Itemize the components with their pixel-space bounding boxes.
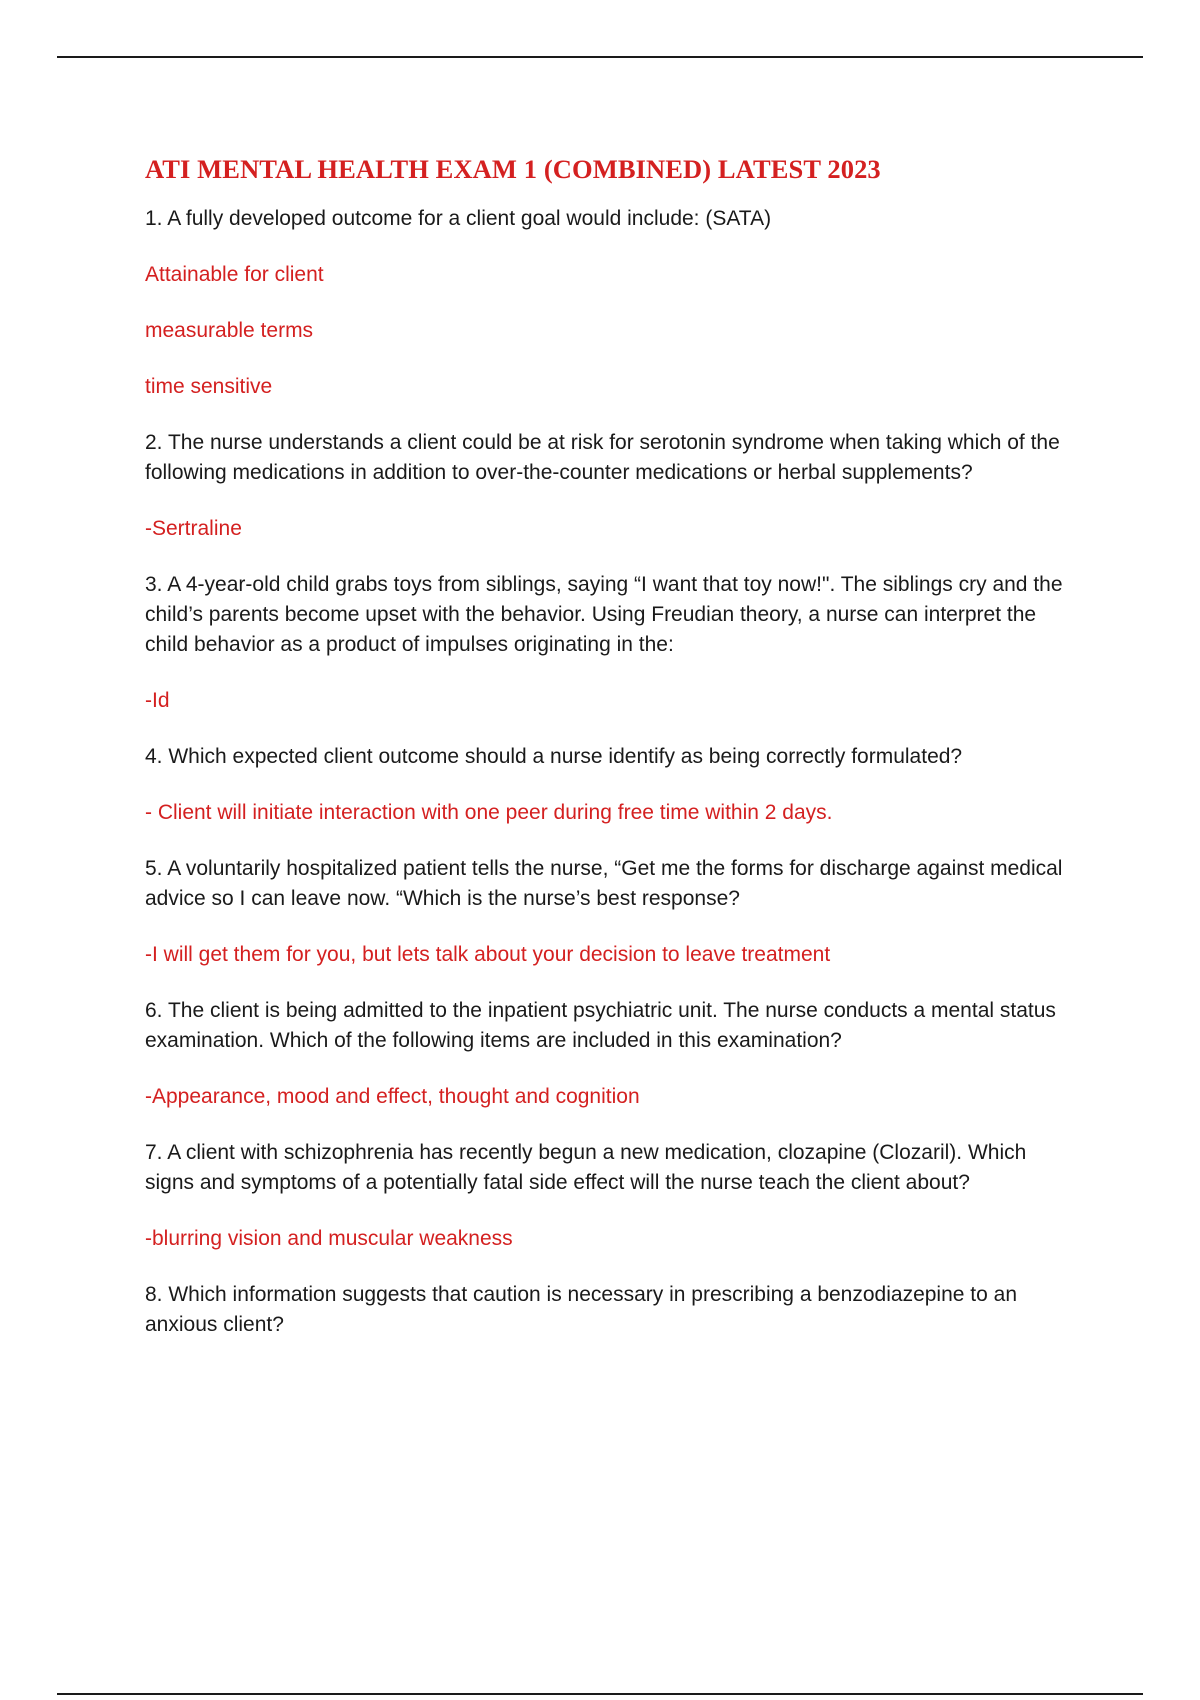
- qa-item-7: [145, 1138, 1065, 1254]
- qa-item-1: [145, 204, 1065, 402]
- qa-item-6: [145, 996, 1065, 1112]
- question-7: 7. A client with schizophrenia has recently begun a new medication, clozapine (Clozaril). Which signs and symptoms of a potentially fatal side effect will the nurse teach the client about?: [145, 1141, 1027, 1194]
- answer-1c: time sensitive: [145, 375, 273, 398]
- answer-1b: measurable terms: [145, 319, 314, 342]
- question-6: 6. The client is being admitted to the inpatient psychiatric unit. The nurse conducts a mental status examination. Which of the following items are included in this examination?: [145, 999, 1056, 1052]
- qa-item-3: [145, 570, 1065, 716]
- qa-item-5: [145, 854, 1065, 970]
- question-5: 5. A voluntarily hospitalized patient tells the nurse, “Get me the forms for discharge against medical advice so I can leave now. “Which is the nurse’s best response?: [145, 857, 1063, 910]
- qa-item-4: [145, 742, 1065, 828]
- answer-5: -I will get them for you, but lets talk about your decision to leave treatment: [145, 943, 831, 966]
- top-rule: [57, 56, 1143, 58]
- question-3: 3. A 4-year-old child grabs toys from siblings, saying “I want that toy now!". The siblings cry and the child’s parents become upset with the behavior. Using Freudian theory, a nurse can interpret the child behavior as a product of impulses originating in the:: [145, 573, 1063, 656]
- qa-item-2: [145, 428, 1065, 544]
- document-body: [145, 150, 1065, 1366]
- document-title: ATI MENTAL HEALTH EXAM 1 (COMBINED) LATEST 2023: [145, 154, 881, 184]
- question-1: 1. A fully developed outcome for a client goal would include: (SATA): [145, 207, 772, 230]
- answer-2: -Sertraline: [145, 517, 242, 540]
- question-2: 2. The nurse understands a client could be at risk for serotonin syndrome when taking which of the following medications in addition to over-the-counter medications or herbal supplements?: [145, 431, 1060, 484]
- answer-3: -Id: [145, 689, 170, 712]
- bottom-rule: [57, 1693, 1143, 1695]
- qa-item-8: [145, 1280, 1065, 1340]
- answer-7: -blurring vision and muscular weakness: [145, 1227, 513, 1250]
- answer-4: - Client will initiate interaction with one peer during free time within 2 days.: [145, 801, 833, 824]
- answer-1a: Attainable for client: [145, 263, 324, 286]
- answer-6: -Appearance, mood and effect, thought and cognition: [145, 1085, 640, 1108]
- question-4: 4. Which expected client outcome should a nurse identify as being correctly formulated?: [145, 745, 963, 768]
- question-8: 8. Which information suggests that caution is necessary in prescribing a benzodiazepine to an anxious client?: [145, 1283, 1017, 1336]
